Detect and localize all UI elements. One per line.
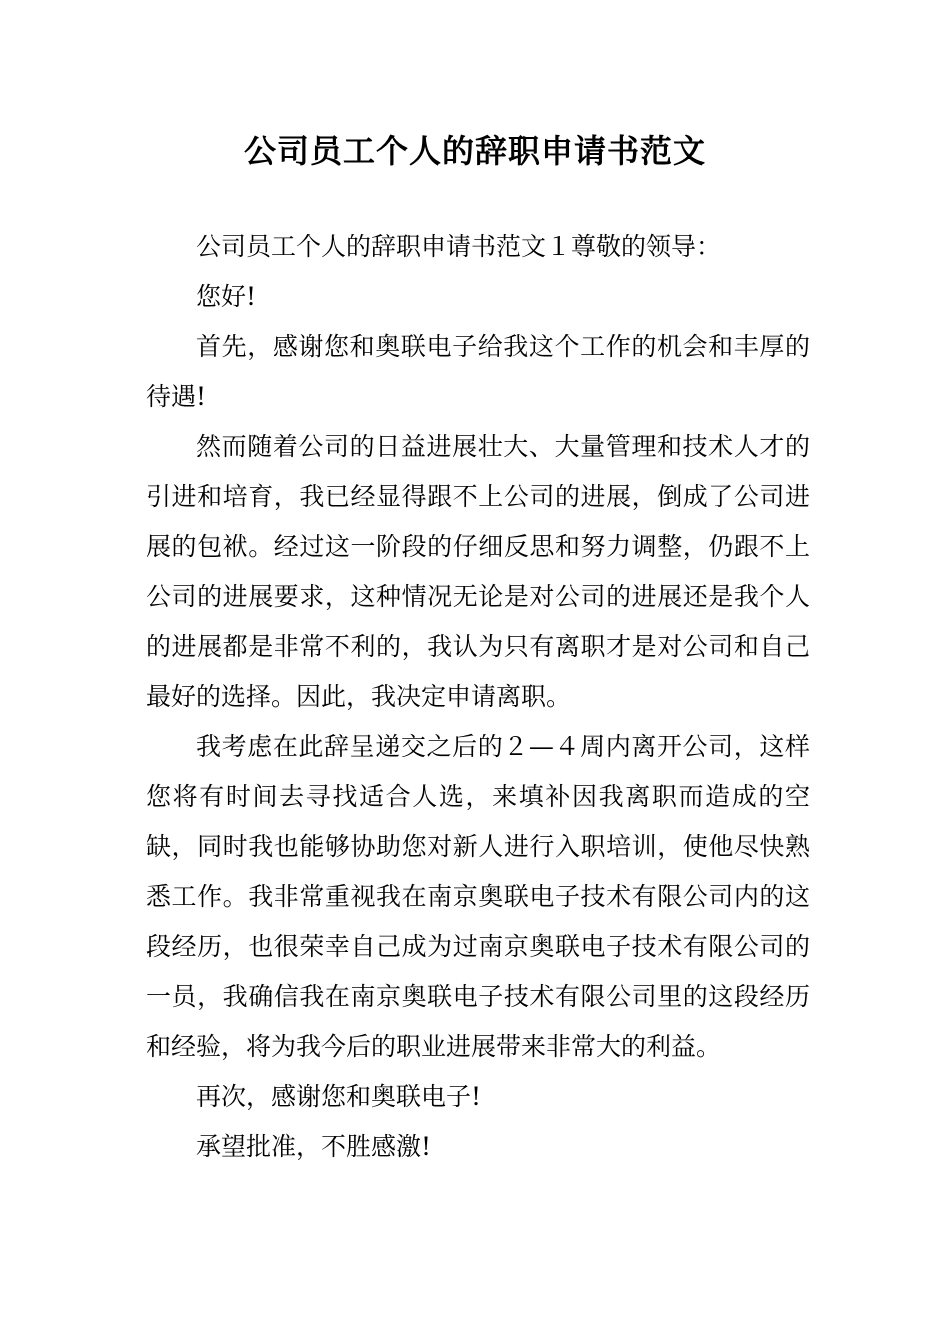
- transition-paragraph: 我考虑在此辞呈递交之后的２—４周内离开公司，这样您将有时间去寻找适合人选，来填补因我离职而造成的空缺，同时我也能够协助您对新人进行入职培训，使他尽快熟悉工作。我非常重视我在南京奥联电子技术有限公司内的这段经历，也很荣幸自己成为过南京奥联电子技术有限公司的一员，我确信我在南京奥联电子技术有限公司里的这段经历和经验，将为我今后的职业进展带来非常大的利益。: [146, 732, 810, 1061]
- document-title: 公司员工个人的辞职申请书范文: [243, 132, 706, 170]
- reason-paragraph: 然而随着公司的日益进展壮大、大量管理和技术人才的引进和培育，我已经显得跟不上公司的进展，倒成了公司进展的包袱。经过这一阶段的仔细反思和努力调整，仍跟不上公司的进展要求，这种情况无论是对公司的进展还是我个人的进展都是非常不利的，我认为只有离职才是对公司和自己最好的选择。因此，我决定申请离职。: [146, 432, 810, 711]
- closing-thanks-paragraph: 再次，感谢您和奥联电子!: [196, 1082, 482, 1111]
- document-body: [146, 222, 810, 1172]
- greeting-paragraph: 您好!: [196, 282, 257, 311]
- thanks-paragraph: 首先，感谢您和奥联电子给我这个工作的机会和丰厚的待遇!: [146, 332, 810, 411]
- closing-request-paragraph: 承望批准，不胜感激!: [196, 1132, 432, 1161]
- salutation-paragraph: 公司员工个人的辞职申请书范文１尊敬的领导：: [196, 232, 722, 261]
